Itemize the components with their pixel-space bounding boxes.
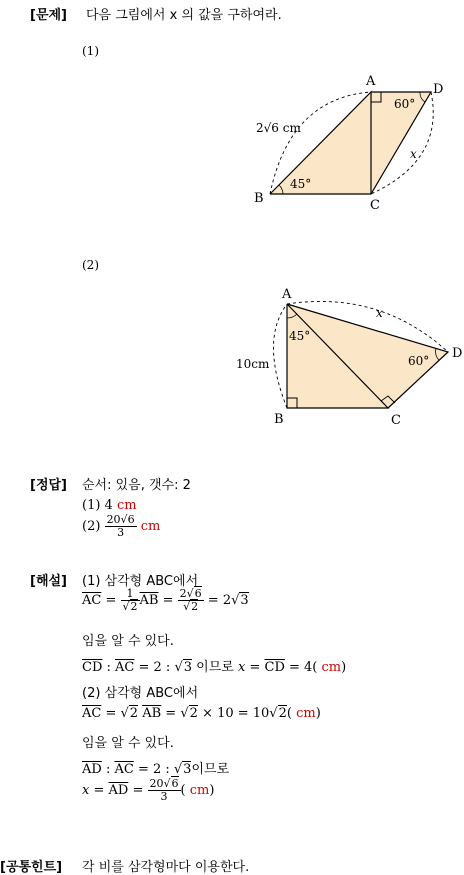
solution-line-9: $x = \overline{AD}$ = $\frac{20√6}{3}$ ( cm): [82, 777, 215, 803]
answer-label: [정답]: [30, 478, 67, 493]
answer-meta: 순서: 있음, 갯수: 2: [82, 478, 191, 493]
answer-1-value: (1) 4: [82, 498, 113, 513]
solution-line-7: 임을 알 수 있다.: [82, 736, 174, 751]
fig2-point-a: A: [282, 287, 292, 302]
part2-label: (2): [82, 258, 99, 272]
solution-line-6: $\overline{AC} = √2$ $\overline{AB} = √2 \times 10 = 10√2$( cm): [82, 706, 321, 721]
solution-line-2: $\overline{AC}$ = $\frac{1}{√2}$ $\overline{AB}$ = $\frac{2√6}{√2}$ = 2√3: [82, 587, 249, 613]
solution-line-8: $\overline{AD}$ : $\overline{AC} = 2$ : √3이므로: [82, 762, 230, 777]
fig2-dashed-arc-ab: [274, 304, 288, 408]
fig1-point-b: B: [254, 191, 264, 206]
figure-2: [230, 280, 464, 430]
solution-line-4: $\overline{CD}$ : $\overline{AC} = 2$ : √3 이므로 $x = \overline{CD} = 4$( cm): [82, 660, 347, 675]
fig1-angle-d: 60°: [394, 97, 416, 111]
solution-label: [해설]: [30, 574, 67, 589]
solution-unit-1: cm: [321, 660, 342, 675]
answer-2-unit: cm: [140, 519, 161, 534]
solution-line-1: (1) 삼각형 ABC에서: [82, 574, 199, 589]
solution-line-5: (2) 삼각형 ABC에서: [82, 686, 199, 701]
part1-label: (1): [82, 44, 99, 58]
hint-text: 각 비를 삼각형마다 이용한다.: [82, 860, 250, 875]
fig1-point-c: C: [370, 198, 380, 213]
fig1-point-d: D: [433, 82, 444, 97]
fig2-point-b: B: [274, 412, 284, 427]
fig1-angle-b: 45°: [290, 177, 312, 191]
answer-2-fraction: [105, 514, 137, 539]
fig2-angle-a: 45°: [289, 329, 311, 343]
answer-2-prefix: (2): [82, 519, 101, 534]
fig1-point-a: A: [366, 74, 376, 89]
answer-2-denominator: 3: [117, 526, 125, 539]
fig2-x-label: x: [376, 306, 383, 320]
answer-1-unit: cm: [116, 498, 137, 513]
fig2-side-label: 10cm: [236, 357, 270, 371]
solution-line-3: 임을 알 수 있다.: [82, 634, 174, 649]
hint-label: [공통힌트]: [0, 860, 63, 875]
fig2-point-c: C: [391, 413, 401, 428]
fig2-angle-d: 60°: [408, 354, 430, 368]
fig2-point-d: D: [452, 346, 463, 361]
figure-1: [240, 70, 450, 215]
answer-2-numerator: 20√6: [106, 513, 135, 526]
answer-2: [82, 514, 160, 539]
solution-unit-2: cm: [296, 706, 316, 721]
solution-unit-3: cm: [189, 783, 210, 798]
fig1-x-label: x: [410, 147, 417, 161]
problem-label: [문제]: [30, 8, 67, 23]
problem-text: 다음 그림에서 x 의 값을 구하여라.: [86, 8, 282, 23]
fig1-side-label: 2√6 cm: [256, 121, 301, 135]
answer-1: [82, 498, 137, 513]
